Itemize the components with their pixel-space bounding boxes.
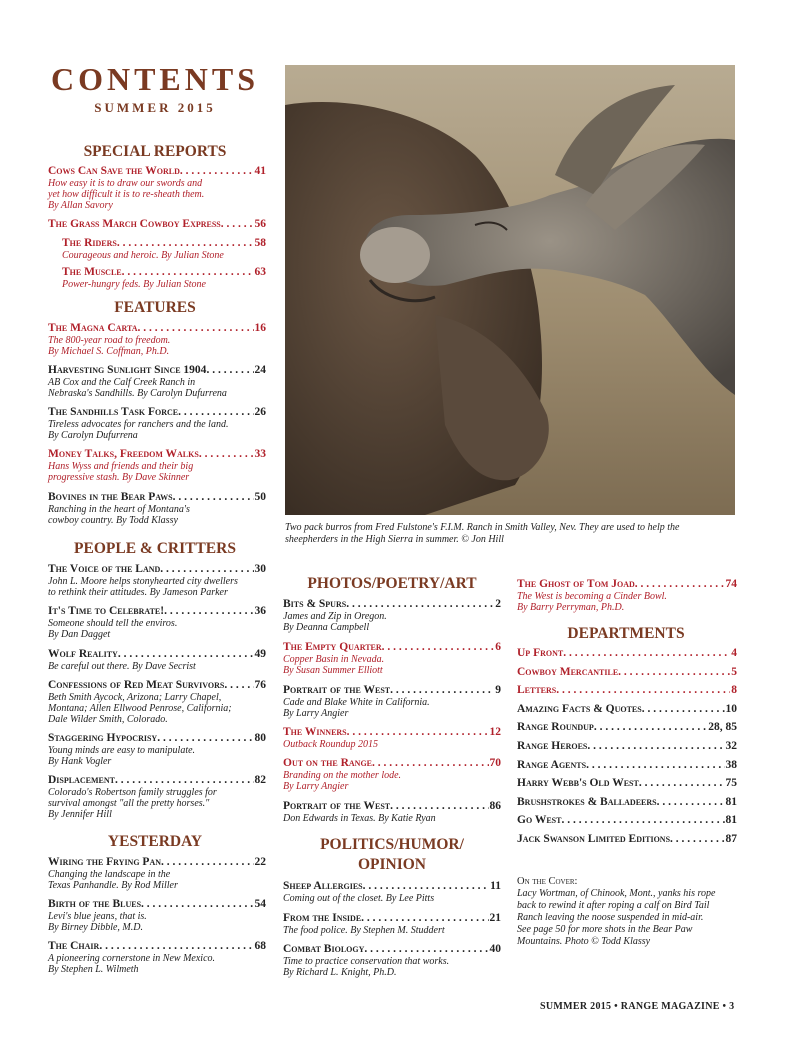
toc-entry-wiring[interactable] bbox=[48, 856, 266, 891]
entry-page: 81 bbox=[725, 814, 737, 827]
entry-desc: Someone should tell the enviros. bbox=[48, 618, 178, 629]
entry-desc: Time to practice conservation that works. bbox=[283, 956, 450, 967]
entry-desc: Levi's blue jeans, that is. bbox=[48, 911, 147, 922]
toc-entry-bits-spurs[interactable] bbox=[283, 598, 501, 633]
entry-desc: survival amongst "all the pretty horses." bbox=[48, 798, 210, 809]
entry-desc: By Carolyn Dufurrena bbox=[48, 430, 138, 441]
toc-entry-cows[interactable] bbox=[48, 165, 266, 211]
entry-page: 12 bbox=[489, 726, 501, 738]
dept-range-heroes[interactable] bbox=[517, 740, 737, 759]
section-politics bbox=[283, 835, 501, 875]
entry-title: Harvesting Sunlight Since 1904 bbox=[48, 364, 207, 376]
entry-desc: Dale Wilder Smith, Colorado. bbox=[48, 714, 168, 725]
entry-page: 76 bbox=[254, 679, 266, 691]
entry-title: Wolf Reality bbox=[48, 648, 118, 660]
entry-desc: yet how difficult it is to re-sheath them. bbox=[48, 189, 205, 200]
entry-title: Bovines in the Bear Paws bbox=[48, 491, 173, 503]
entry-page: 50 bbox=[254, 491, 266, 503]
entry-desc: Ranching in the heart of Montana's bbox=[48, 504, 190, 515]
toc-entry-harvesting-sunlight[interactable] bbox=[48, 364, 266, 399]
toc-entry-money-talks[interactable] bbox=[48, 448, 266, 483]
cover-line: Ranch leaving the noose suspended in mid-air. bbox=[517, 912, 704, 923]
toc-entry-voice-of-land[interactable] bbox=[48, 563, 266, 598]
entry-page: 87 bbox=[725, 832, 737, 845]
entry-title: Cowboy Mercantile bbox=[517, 665, 619, 678]
cover-line: See page 50 for more shots in the Bear Paw bbox=[517, 924, 693, 935]
entry-page: 32 bbox=[725, 739, 737, 752]
section-people-critters: PEOPLE & CRITTERS bbox=[74, 540, 236, 557]
entry-desc: Texas Panhandle. By Rod Miller bbox=[48, 880, 178, 891]
cover-note bbox=[517, 876, 737, 948]
entry-desc: Nebraska's Sandhills. By Carolyn Dufurrena bbox=[48, 388, 227, 399]
entry-page: 36 bbox=[254, 605, 266, 617]
toc-entry-out-on-range[interactable] bbox=[283, 757, 501, 792]
entry-page: 75 bbox=[725, 777, 737, 790]
entry-desc: The West is becoming a Cinder Bowl. bbox=[517, 591, 667, 602]
entry-title: Wiring the Frying Pan bbox=[48, 856, 162, 868]
entry-page: 82 bbox=[254, 774, 266, 786]
contents-title: CONTENTS bbox=[50, 61, 260, 97]
entry-desc: Beth Smith Aycock, Arizona; Larry Chapel, bbox=[48, 692, 222, 703]
entry-desc: Cade and Blake White in California. bbox=[283, 697, 430, 708]
dept-harry-webb[interactable] bbox=[517, 777, 737, 796]
entry-desc: James and Zip in Oregon. bbox=[283, 611, 387, 622]
toc-entry-birth-blues[interactable] bbox=[48, 898, 266, 933]
entry-page: 70 bbox=[489, 757, 501, 769]
entry-title: The Grass March Cowboy Express bbox=[48, 218, 221, 230]
entry-title: The Empty Quarter bbox=[283, 641, 382, 653]
dept-jack-swanson[interactable] bbox=[517, 833, 737, 852]
footer-separator: • bbox=[722, 1001, 727, 1012]
entry-desc: By Michael S. Coffman, Ph.D. bbox=[48, 346, 170, 357]
entry-desc: By Dan Dagget bbox=[48, 629, 111, 640]
entry-desc: Montana; Allen Ellwood Penrose, California; bbox=[48, 703, 232, 714]
toc-entry-muscle[interactable] bbox=[62, 266, 266, 290]
toc-entry-portrait-west-2[interactable] bbox=[283, 800, 501, 824]
entry-title: Displacement bbox=[48, 774, 115, 786]
entry-desc: John L. Moore helps stonyhearted city dwellers bbox=[48, 576, 238, 587]
entry-title: The Voice of the Land bbox=[48, 563, 161, 575]
dept-amazing-facts[interactable] bbox=[517, 703, 737, 722]
entry-desc: cowboy country. By Todd Klassy bbox=[48, 515, 178, 526]
toc-entry-magna-carta[interactable] bbox=[48, 322, 266, 357]
entry-page: 54 bbox=[254, 898, 266, 910]
entry-title: Combat Biology bbox=[283, 943, 365, 955]
entry-title: The Ghost of Tom Joad bbox=[517, 578, 635, 590]
entry-page: 10 bbox=[725, 702, 737, 715]
entry-title: It's Time to Celebrate! bbox=[48, 605, 165, 617]
entry-title: Money Talks, Freedom Walks bbox=[48, 448, 199, 460]
entry-title: Out on the Range bbox=[283, 757, 372, 769]
footer-magazine: RANGE MAGAZINE bbox=[620, 1001, 720, 1012]
entry-title: Amazing Facts & Quotes bbox=[517, 702, 642, 715]
section-features: FEATURES bbox=[114, 299, 196, 316]
entry-page: 74 bbox=[725, 578, 737, 590]
dept-range-roundup[interactable] bbox=[517, 721, 737, 740]
dept-go-west[interactable] bbox=[517, 814, 737, 833]
entry-page: 68 bbox=[254, 940, 266, 952]
entry-desc: By Richard L. Knight, Ph.D. bbox=[283, 967, 397, 978]
dept-up-front[interactable] bbox=[517, 647, 737, 666]
page-footer bbox=[540, 1001, 734, 1012]
dept-brushstrokes[interactable] bbox=[517, 796, 737, 815]
entry-desc: Don Edwards in Texas. By Katie Ryan bbox=[283, 813, 436, 824]
entry-page: 86 bbox=[489, 800, 501, 812]
toc-entry-bovines[interactable] bbox=[48, 491, 266, 526]
footer-issue: SUMMER 2015 bbox=[540, 1001, 612, 1012]
entry-page: 63 bbox=[254, 266, 266, 278]
burros-photo bbox=[285, 65, 735, 515]
entry-desc: Coming out of the closet. By Lee Pitts bbox=[283, 893, 435, 904]
entry-title: The Magna Carta bbox=[48, 322, 138, 334]
toc-entry-confessions[interactable] bbox=[48, 679, 266, 725]
cover-line: back to rewind it after roping a calf on Bird Tail bbox=[517, 900, 710, 911]
entry-desc: By Jennifer Hill bbox=[48, 809, 112, 820]
entry-page: 30 bbox=[254, 563, 266, 575]
entry-desc: AB Cox and the Calf Creek Ranch in bbox=[48, 377, 196, 388]
issue-date: SUMMER 2015 bbox=[94, 100, 216, 115]
toc-entry-chair[interactable] bbox=[48, 940, 266, 975]
entry-title: Birth of the Blues bbox=[48, 898, 142, 910]
entry-title: Portrait of the West bbox=[283, 684, 391, 696]
entry-title: The Chair bbox=[48, 940, 100, 952]
entry-title: Cows Can Save the World bbox=[48, 165, 180, 177]
dept-letters[interactable] bbox=[517, 684, 737, 703]
caption-line: sheepherders in the High Sierra in summer. © Jon Hill bbox=[285, 534, 504, 545]
section-yesterday: YESTERDAY bbox=[107, 833, 203, 850]
entry-title: Portrait of the West bbox=[283, 800, 391, 812]
entry-desc: Copper Basin in Nevada. bbox=[283, 654, 385, 665]
toc-entry-winners[interactable] bbox=[283, 726, 501, 750]
entry-desc: Hans Wyss and friends and their big bbox=[48, 461, 194, 472]
toc-entry-staggering[interactable] bbox=[48, 732, 266, 767]
entry-page: 11 bbox=[490, 880, 501, 892]
entry-desc: The food police. By Stephen M. Studdert bbox=[283, 925, 445, 936]
entry-desc: By Hank Vogler bbox=[48, 756, 112, 767]
caption-line: Two pack burros from Fred Fulstone's F.I.M. Ranch in Smith Valley, Nev. They are used to help the bbox=[285, 522, 680, 533]
entry-title: Sheep Allergies bbox=[283, 880, 363, 892]
entry-page: 38 bbox=[725, 758, 737, 771]
entry-desc: Outback Roundup 2015 bbox=[283, 739, 378, 750]
toc-entry-displacement[interactable] bbox=[48, 774, 266, 820]
entry-title: Harry Webb's Old West bbox=[517, 777, 639, 790]
entry-desc: to rethink their attitudes. By Jameson Parker bbox=[48, 587, 228, 598]
entry-title: Range Roundup bbox=[517, 721, 594, 734]
cover-heading: On the Cover: bbox=[517, 876, 578, 887]
toc-entry-sandhills[interactable] bbox=[48, 406, 266, 441]
entry-desc: Tireless advocates for ranchers and the land. bbox=[48, 419, 229, 430]
entry-page: 40 bbox=[489, 943, 501, 955]
entry-desc: Branding on the mother lode. bbox=[283, 770, 402, 781]
toc-entry-riders[interactable] bbox=[62, 237, 266, 261]
entry-title: The Sandhills Task Force bbox=[48, 406, 179, 418]
entry-page: 5 bbox=[731, 665, 737, 678]
entry-page: 6 bbox=[495, 641, 501, 653]
section-special-reports: SPECIAL REPORTS bbox=[83, 143, 227, 160]
entry-page: 22 bbox=[254, 856, 266, 868]
entry-page: 9 bbox=[495, 684, 501, 696]
entry-desc: Colorado's Robertson family struggles for bbox=[48, 787, 217, 798]
entry-page: 28, 85 bbox=[708, 721, 737, 734]
masthead bbox=[48, 62, 262, 116]
toc-entry-combat-biology[interactable] bbox=[283, 943, 501, 978]
entry-title: The Winners bbox=[283, 726, 347, 738]
entry-title: Go West bbox=[517, 814, 562, 827]
entry-page: 16 bbox=[254, 322, 266, 334]
entry-desc: A pioneering cornerstone in New Mexico. bbox=[48, 953, 216, 964]
section-politics-line2: OPINION bbox=[357, 856, 427, 873]
cover-line: Lacy Wortman, of Chinook, Mont., yanks his rope bbox=[517, 888, 716, 899]
entry-page: 58 bbox=[254, 237, 266, 249]
entry-desc: By Larry Angier bbox=[283, 781, 349, 792]
entry-title: Brushstrokes & Balladeers bbox=[517, 795, 657, 808]
entry-desc: By Allan Savory bbox=[48, 200, 113, 211]
entry-page: 33 bbox=[254, 448, 266, 460]
entry-title: Staggering Hypocrisy bbox=[48, 732, 158, 744]
entry-page: 26 bbox=[254, 406, 266, 418]
entry-desc: The 800-year road to freedom. bbox=[48, 335, 171, 346]
toc-entry-ghost-tom-joad[interactable] bbox=[517, 578, 737, 613]
entry-page: 49 bbox=[254, 648, 266, 660]
entry-page: 8 bbox=[731, 684, 737, 697]
entry-title: The Muscle bbox=[62, 266, 122, 278]
entry-title: Letters bbox=[517, 684, 557, 697]
entry-title: The Riders bbox=[62, 237, 117, 249]
entry-desc: Changing the landscape in the bbox=[48, 869, 171, 880]
entry-desc: By Barry Perryman, Ph.D. bbox=[517, 602, 625, 613]
entry-page: 21 bbox=[489, 912, 501, 924]
section-departments: DEPARTMENTS bbox=[567, 625, 685, 642]
toc-entry-grass-march[interactable] bbox=[48, 218, 266, 231]
toc-entry-wolf-reality[interactable] bbox=[48, 648, 266, 672]
entry-title: Confessions of Red Meat Survivors bbox=[48, 679, 225, 691]
entry-desc: progressive stash. By Dave Skinner bbox=[48, 472, 190, 483]
departments-list bbox=[517, 647, 737, 852]
entry-desc: By Deanna Campbell bbox=[283, 622, 370, 633]
entry-desc: By Susan Summer Elliott bbox=[283, 665, 383, 676]
toc-entry-portrait-west-1[interactable] bbox=[283, 684, 501, 719]
toc-entry-sheep-allergies[interactable] bbox=[283, 880, 501, 904]
entry-title: Range Heroes bbox=[517, 739, 588, 752]
entry-desc: Courageous and heroic. By Julian Stone bbox=[62, 250, 224, 261]
entry-desc: By Larry Angier bbox=[283, 708, 349, 719]
entry-title: Range Agents bbox=[517, 758, 587, 771]
entry-page: 41 bbox=[254, 165, 266, 177]
entry-title: Jack Swanson Limited Editions bbox=[517, 832, 671, 845]
entry-page: 80 bbox=[254, 732, 266, 744]
dept-range-agents[interactable] bbox=[517, 759, 737, 778]
entry-desc: By Stephen L. Wilmeth bbox=[48, 964, 139, 975]
section-politics-line1: POLITICS/HUMOR/ bbox=[320, 836, 464, 853]
section-photos-poetry-art: PHOTOS/POETRY/ART bbox=[307, 575, 477, 592]
entry-page: 56 bbox=[254, 218, 266, 230]
entry-title: Up Front bbox=[517, 647, 564, 659]
entry-desc: Power-hungry feds. By Julian Stone bbox=[62, 279, 206, 290]
entry-desc: How easy it is to draw our swords and bbox=[48, 178, 203, 189]
entry-page: 2 bbox=[495, 598, 501, 610]
footer-page-number: 3 bbox=[729, 1001, 735, 1012]
entry-page: 81 bbox=[725, 795, 737, 808]
entry-page: 24 bbox=[254, 364, 266, 376]
entry-desc: Young minds are easy to manipulate. bbox=[48, 745, 196, 756]
footer-separator: • bbox=[614, 1001, 618, 1012]
toc-entry-celebrate[interactable] bbox=[48, 605, 266, 640]
toc-entry-empty-quarter[interactable] bbox=[283, 641, 501, 676]
entry-desc: By Birney Dibble, M.D. bbox=[48, 922, 143, 933]
photo-caption bbox=[285, 522, 735, 546]
entry-desc: Be careful out there. By Dave Secrist bbox=[48, 661, 196, 672]
cover-line: Mountains. Photo © Todd Klassy bbox=[517, 936, 651, 947]
toc-entry-from-inside[interactable] bbox=[283, 912, 501, 936]
entry-title: Bits & Spurs bbox=[283, 598, 347, 610]
dept-cowboy-mercantile[interactable] bbox=[517, 666, 737, 685]
entry-page: 4 bbox=[731, 647, 737, 659]
entry-title: From the Inside bbox=[283, 912, 362, 924]
